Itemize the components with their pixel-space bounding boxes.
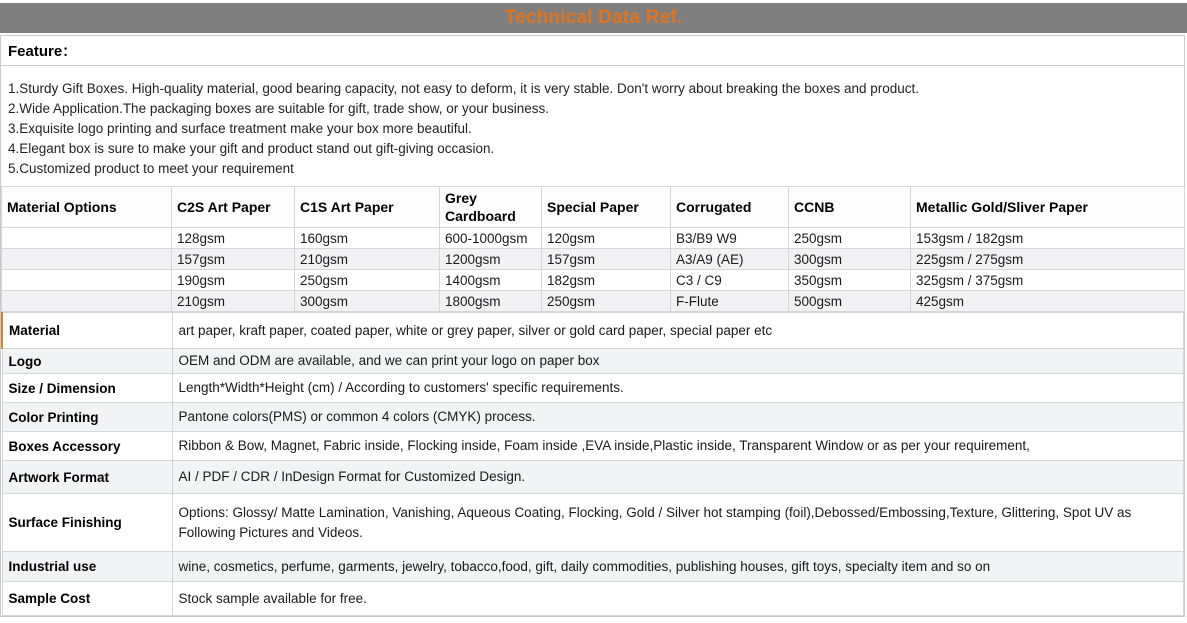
detail-row-logo bbox=[2, 349, 1184, 374]
spec-cell: 1400gsm bbox=[440, 270, 542, 291]
detail-label: Color Printing bbox=[2, 403, 172, 432]
detail-row-size-dimension bbox=[2, 374, 1184, 403]
spec-cell: B3/B9 W9 bbox=[671, 228, 789, 249]
detail-label: Boxes Accessory bbox=[2, 432, 172, 461]
title-bar bbox=[0, 3, 1187, 33]
spec-cell: 250gsm bbox=[542, 291, 671, 312]
detail-label: Industrial use bbox=[2, 552, 172, 582]
spec-cell: 1200gsm bbox=[440, 249, 542, 270]
spec-cell: 120gsm bbox=[542, 228, 671, 249]
feature-item: 5.Customized product to meet your requirement bbox=[8, 161, 294, 176]
spec-header-row bbox=[2, 187, 1185, 228]
spec-cell bbox=[2, 270, 172, 291]
spec-cell: 250gsm bbox=[295, 270, 440, 291]
detail-row-surface-finishing bbox=[2, 494, 1184, 552]
spec-cell: 350gsm bbox=[789, 270, 911, 291]
spec-cell: 225gsm / 275gsm bbox=[911, 249, 1185, 270]
feature-item: 1.Sturdy Gift Boxes. High-quality material, good bearing capacity, not easy to deform, it is very stable. Don't worry about breaking the boxes and product. bbox=[8, 81, 920, 96]
table-row bbox=[2, 270, 1185, 291]
spec-cell: 210gsm bbox=[172, 291, 295, 312]
spec-cell: 300gsm bbox=[295, 291, 440, 312]
spec-cell bbox=[2, 228, 172, 249]
column-header-ccnb: CCNB bbox=[789, 187, 911, 228]
spec-cell: 600-1000gsm bbox=[440, 228, 542, 249]
column-header-c1s-art-paper: C1S Art Paper bbox=[295, 187, 440, 228]
spec-cell: 425gsm bbox=[911, 291, 1185, 312]
detail-value: Options: Glossy/ Matte Lamination, Vanishing, Aqueous Coating, Flocking, Gold / Silver hot stamping (foil),Debossed/Embossing,Texture, Glittering, Spot UV as Following Pictures and Videos. bbox=[172, 494, 1184, 552]
spec-cell: 157gsm bbox=[542, 249, 671, 270]
column-header-grey-cardboard: Grey Cardboard bbox=[440, 187, 542, 228]
details-table bbox=[1, 312, 1184, 616]
table-row bbox=[2, 291, 1185, 312]
detail-label: Size / Dimension bbox=[2, 374, 172, 403]
spec-cell: 250gsm bbox=[789, 228, 911, 249]
content-frame bbox=[0, 35, 1185, 617]
page-title: Technical Data Ref. bbox=[504, 7, 683, 28]
detail-value: Ribbon & Bow, Magnet, Fabric inside, Flocking inside, Foam inside ,EVA inside,Plastic inside, Transparent Window or as per your requirement, bbox=[172, 432, 1184, 461]
spec-cell bbox=[2, 249, 172, 270]
spec-cell: C3 / C9 bbox=[671, 270, 789, 291]
detail-label: Sample Cost bbox=[2, 582, 172, 616]
detail-row-material bbox=[2, 313, 1184, 349]
table-row bbox=[2, 228, 1185, 249]
feature-item: 3.Exquisite logo printing and surface treatment make your box more beautiful. bbox=[8, 121, 472, 136]
feature-list bbox=[1, 66, 1184, 186]
column-header-corrugated: Corrugated bbox=[671, 187, 789, 228]
detail-row-sample-cost bbox=[2, 582, 1184, 616]
detail-row-boxes-accessory bbox=[2, 432, 1184, 461]
spec-cell: A3/A9 (AE) bbox=[671, 249, 789, 270]
spec-cell: 325gsm / 375gsm bbox=[911, 270, 1185, 291]
spec-cell: 128gsm bbox=[172, 228, 295, 249]
detail-label: Material bbox=[2, 313, 172, 349]
table-row bbox=[2, 249, 1185, 270]
column-header-special-paper: Special Paper bbox=[542, 187, 671, 228]
detail-value: Pantone colors(PMS) or common 4 colors (CMYK) process. bbox=[172, 403, 1184, 432]
spec-cell: 153gsm / 182gsm bbox=[911, 228, 1185, 249]
feature-heading: Feature： bbox=[1, 36, 1184, 66]
detail-value: art paper, kraft paper, coated paper, white or grey paper, silver or gold card paper, special paper etc bbox=[172, 313, 1184, 349]
detail-value: OEM and ODM are available, and we can print your logo on paper box bbox=[172, 349, 1184, 374]
detail-row-industrial-use bbox=[2, 552, 1184, 582]
detail-value: Length*Width*Height (cm) / According to customers' specific requirements. bbox=[172, 374, 1184, 403]
feature-item: 4.Elegant box is sure to make your gift and product stand out gift-giving occasion. bbox=[8, 141, 495, 156]
column-header-metallic-paper: Metallic Gold/Sliver Paper bbox=[911, 187, 1185, 228]
spec-cell: 157gsm bbox=[172, 249, 295, 270]
spec-cell: 1800gsm bbox=[440, 291, 542, 312]
spec-cell: 190gsm bbox=[172, 270, 295, 291]
detail-row-artwork-format bbox=[2, 461, 1184, 494]
spec-cell: F-Flute bbox=[671, 291, 789, 312]
material-options-table bbox=[1, 186, 1185, 312]
spec-cell: 300gsm bbox=[789, 249, 911, 270]
detail-label: Surface Finishing bbox=[2, 494, 172, 552]
spec-cell: 182gsm bbox=[542, 270, 671, 291]
detail-label: Logo bbox=[2, 349, 172, 374]
spec-cell: 160gsm bbox=[295, 228, 440, 249]
detail-value: AI / PDF / CDR / InDesign Format for Customized Design. bbox=[172, 461, 1184, 494]
feature-item: 2.Wide Application.The packaging boxes are suitable for gift, trade show, or your business. bbox=[8, 101, 550, 116]
spec-cell: 500gsm bbox=[789, 291, 911, 312]
detail-value: wine, cosmetics, perfume, garments, jewelry, tobacco,food, gift, daily commodities, publishing houses, gift toys, specialty item and so on bbox=[172, 552, 1184, 582]
column-header-material-options: Material Options bbox=[2, 187, 172, 228]
detail-label: Artwork Format bbox=[2, 461, 172, 494]
column-header-c2s-art-paper: C2S Art Paper bbox=[172, 187, 295, 228]
detail-row-color-printing bbox=[2, 403, 1184, 432]
spec-cell bbox=[2, 291, 172, 312]
spec-cell: 210gsm bbox=[295, 249, 440, 270]
detail-value: Stock sample available for free. bbox=[172, 582, 1184, 616]
